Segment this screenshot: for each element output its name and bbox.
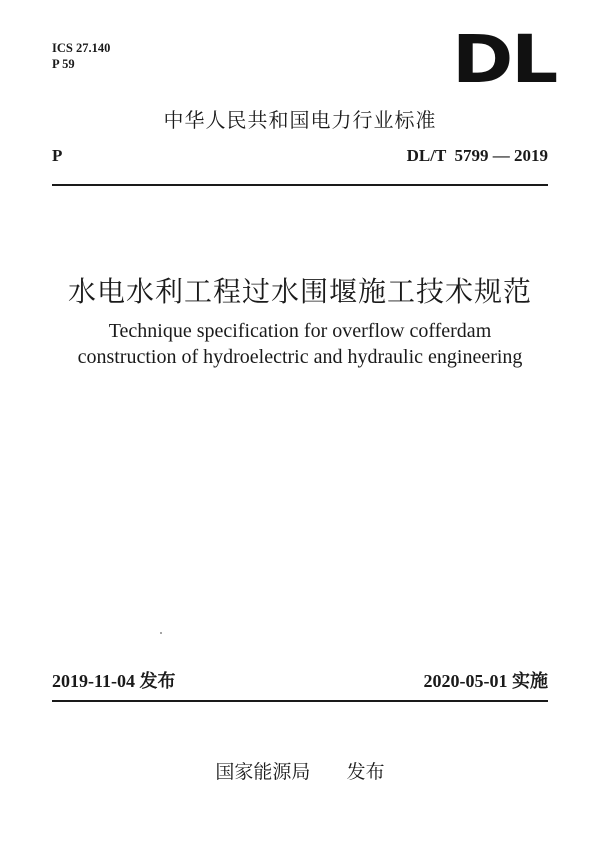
implement-date-block bbox=[424, 667, 549, 693]
publish-label: 发布 bbox=[346, 761, 385, 783]
speck-mark bbox=[160, 632, 162, 634]
title-chinese: 水电水利工程过水围堰施工技术规范 bbox=[67, 275, 532, 308]
implement-date: 2020-05-01 bbox=[423, 671, 508, 691]
industry-standard-heading: 中华人民共和国电力行业标准 bbox=[163, 108, 437, 132]
category-code: P bbox=[52, 146, 63, 165]
publisher-name: 国家能源局 bbox=[215, 761, 311, 783]
publisher-line bbox=[0, 757, 600, 784]
p-code: P 59 bbox=[52, 57, 75, 71]
dl-logo: DL bbox=[452, 21, 556, 98]
implement-label: 实施 bbox=[512, 671, 548, 692]
standard-number: DL/T 5799 — 2019 bbox=[406, 146, 548, 165]
issue-date: 2019-11-04 bbox=[52, 671, 135, 691]
bottom-divider bbox=[52, 700, 548, 702]
issue-date-block bbox=[52, 667, 176, 693]
title-english-line-2: construction of hydroelectric and hydraulic engineering bbox=[77, 346, 523, 368]
title-english-line-1: Technique specification for overflow cofferdam bbox=[108, 320, 492, 342]
ics-code: ICS 27.140 bbox=[52, 41, 111, 55]
top-divider bbox=[52, 184, 548, 186]
ics-block bbox=[52, 40, 110, 72]
issue-label: 发布 bbox=[139, 671, 176, 692]
title-english bbox=[0, 318, 600, 370]
